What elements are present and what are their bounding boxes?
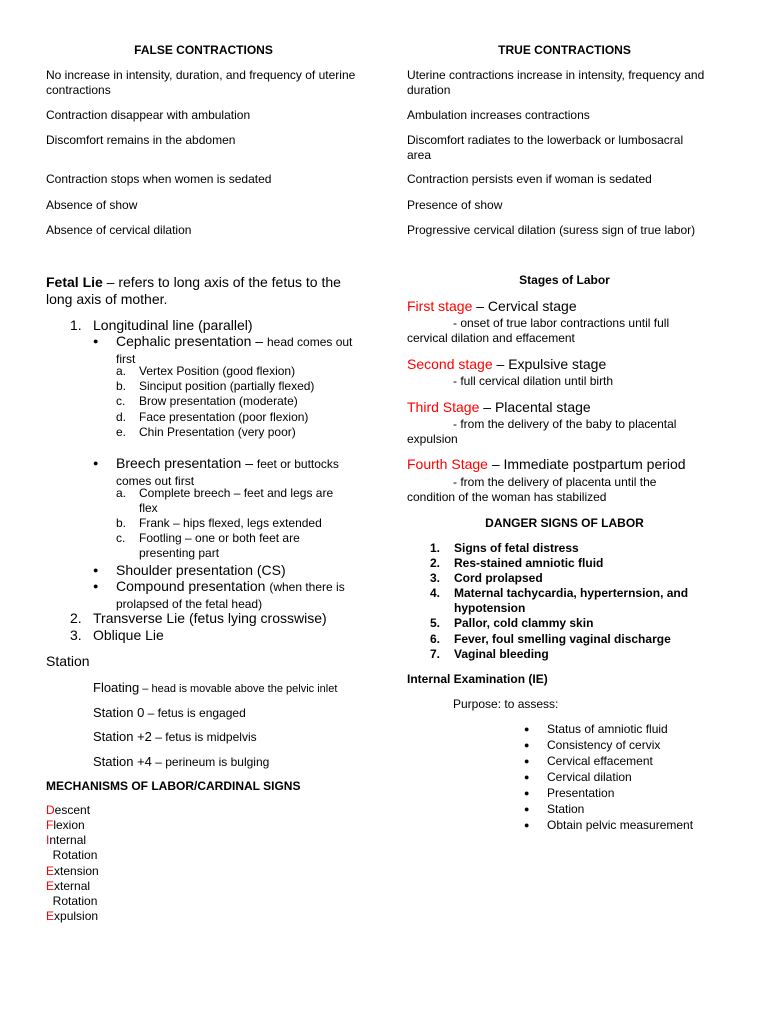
station-title: Station — [46, 653, 90, 669]
ie-item: Presentation — [547, 786, 615, 800]
ie-item: Station — [547, 802, 585, 816]
compound-presentation — [116, 578, 361, 612]
stage-desc: - from the delivery of placenta until the — [453, 475, 657, 489]
mechanism-item — [46, 833, 86, 848]
transverse-lie-number: 2. — [70, 610, 82, 626]
bullet-icon: ● — [524, 804, 530, 814]
mechanism-initial: E — [46, 864, 55, 878]
mechanism-item — [46, 848, 97, 863]
true-item: Discomfort radiates to the lowerback or lumbosacral area — [407, 133, 684, 162]
false-item: Discomfort remains in the abdomen — [46, 133, 236, 147]
station-label: Floating — [93, 680, 140, 695]
danger-item: Signs of fetal distress — [454, 541, 579, 555]
mechanism-rest: escent — [54, 803, 91, 817]
stage-desc: - full cervical dilation until birth — [453, 374, 614, 388]
fetal-lie-term: Fetal Lie — [46, 274, 103, 290]
bullet-icon: ● — [93, 458, 99, 468]
danger-number: 1. — [430, 541, 441, 555]
false-item: Contraction disappear with ambulation — [46, 108, 251, 122]
mechanism-rest: xtension — [54, 864, 99, 878]
bullet-icon: ● — [93, 565, 99, 575]
mechanism-rest: xpulsion — [54, 909, 99, 923]
stage-desc: - onset of true labor contractions until full — [453, 316, 670, 330]
internal-exam-title: Internal Examination (IE) — [407, 672, 548, 686]
cephalic-letter: c. — [116, 394, 126, 408]
station-desc: – perineum is bulging — [151, 755, 270, 769]
bullet-icon: ● — [524, 820, 530, 830]
bullet-icon: ● — [524, 756, 530, 766]
mechanism-rest: Rotation — [46, 848, 98, 862]
mechanism-initial: E — [46, 909, 55, 923]
mechanism-initial: F — [46, 818, 54, 832]
ie-item: Obtain pelvic measurement — [547, 818, 694, 832]
cephalic-item: Face presentation (poor flexion) — [139, 410, 309, 424]
cephalic-note: head comes out first — [116, 335, 353, 366]
fetal-lie-definition — [46, 274, 356, 307]
true-item: Ambulation increases contractions — [407, 108, 590, 122]
true-contractions-title: TRUE CONTRACTIONS — [498, 43, 631, 57]
shoulder-presentation: Shoulder presentation (CS) — [116, 562, 286, 578]
breech-letter: c. — [116, 531, 126, 545]
bullet-icon: ● — [524, 740, 530, 750]
mechanism-item — [46, 864, 99, 879]
bullet-icon: ● — [524, 724, 530, 734]
danger-number: 7. — [430, 647, 441, 661]
stage-name: Second stage — [407, 356, 493, 372]
station-item — [93, 680, 337, 697]
cephalic-item: Vertex Position (good flexion) — [139, 364, 296, 378]
cephalic-letter: a. — [116, 364, 127, 378]
false-item: No increase in intensity, duration, and frequency of uterine contractions — [46, 68, 356, 97]
cephalic-item: Sinciput position (partially flexed) — [139, 379, 315, 393]
cephalic-label: Cephalic presentation – — [116, 333, 267, 349]
oblique-lie-number: 3. — [70, 627, 82, 643]
breech-item: Complete breech – feet and legs are flex — [139, 486, 334, 515]
stage-label: – Immediate postpartum period — [487, 456, 686, 472]
bullet-icon: ● — [524, 772, 530, 782]
bullet-icon: ● — [524, 788, 530, 798]
cephalic-item: Chin Presentation (very poor) — [139, 425, 296, 439]
danger-number: 4. — [430, 586, 441, 600]
mechanism-rest: nternal — [49, 833, 87, 847]
false-contractions-title: FALSE CONTRACTIONS — [134, 43, 273, 57]
danger-signs-title: DANGER SIGNS OF LABOR — [485, 516, 644, 530]
breech-label: Breech presentation – — [116, 455, 257, 471]
stage-name: First stage — [407, 298, 473, 314]
false-item: Absence of show — [46, 198, 138, 212]
mechanism-item — [46, 803, 90, 818]
breech-presentation — [116, 455, 356, 489]
mechanism-item — [46, 818, 85, 833]
danger-number: 5. — [430, 616, 441, 630]
ie-item: Cervical dilation — [547, 770, 632, 784]
danger-item: Res-stained amniotic fluid — [454, 556, 604, 570]
longitudinal-lie-label: Longitudinal line (parallel) — [93, 317, 253, 333]
longitudinal-lie-number: 1. — [70, 317, 82, 333]
bullet-icon: ● — [93, 581, 99, 591]
ie-item: Consistency of cervix — [547, 738, 661, 752]
danger-item: Fever, foul smelling vaginal discharge — [454, 632, 671, 646]
stage-label: – Placental stage — [479, 399, 591, 415]
mechanism-item — [46, 909, 98, 924]
breech-item: Frank – hips flexed, legs extended — [139, 516, 322, 530]
stage-desc: - from the delivery of the baby to placental — [453, 417, 677, 431]
breech-letter: a. — [116, 486, 127, 500]
mechanisms-title: MECHANISMS OF LABOR/CARDINAL SIGNS — [46, 779, 301, 793]
stage-heading — [407, 456, 686, 472]
station-label: Station +4 — [93, 754, 152, 769]
danger-item: Maternal tachycardia, hyperternsion, and hypotension — [454, 586, 689, 615]
false-item: Contraction stops when women is sedated — [46, 172, 272, 186]
ie-item: Status of amniotic fluid — [547, 722, 668, 736]
breech-item: Footling – one or both feet are presenting part — [139, 531, 300, 560]
stage-desc: condition of the woman has stabilized — [407, 490, 607, 504]
stage-heading — [407, 356, 606, 372]
true-item: Uterine contractions increase in intensity, frequency and duration — [407, 68, 705, 97]
cephalic-letter: e. — [116, 425, 127, 439]
breech-note: feet or buttocks comes out first — [116, 457, 339, 488]
danger-item: Vaginal bleeding — [454, 647, 549, 661]
bullet-icon: ● — [93, 336, 99, 346]
station-desc: – fetus is engaged — [144, 706, 246, 720]
breech-letter: b. — [116, 516, 127, 530]
stage-label: – Expulsive stage — [492, 356, 607, 372]
mechanism-item — [46, 879, 90, 894]
true-item: Presence of show — [407, 198, 503, 212]
danger-item: Pallor, cold clammy skin — [454, 616, 594, 630]
cephalic-item: Brow presentation (moderate) — [139, 394, 298, 408]
mechanism-rest: xternal — [54, 879, 91, 893]
station-desc: – head is movable above the pelvic inlet — [139, 683, 338, 695]
compound-note: (when there is prolapsed of the fetal head) — [116, 580, 345, 611]
stage-desc: cervical dilation and effacement — [407, 331, 575, 345]
mechanism-initial: D — [46, 803, 55, 817]
transverse-lie-label: Transverse Lie (fetus lying crosswise) — [93, 610, 327, 626]
fetal-lie-definition-text: – refers to long axis of the fetus to the long axis of mother. — [46, 274, 341, 307]
station-item — [93, 729, 257, 745]
mechanism-item — [46, 894, 97, 909]
stage-name: Fourth Stage — [407, 456, 488, 472]
ie-item: Cervical effacement — [547, 754, 653, 768]
stage-label: – Cervical stage — [472, 298, 577, 314]
cephalic-presentation — [116, 333, 356, 367]
true-item: Contraction persists even if woman is sedated — [407, 172, 652, 186]
stage-heading — [407, 298, 577, 314]
mechanism-rest: lexion — [53, 818, 85, 832]
cephalic-letter: b. — [116, 379, 127, 393]
stage-desc: expulsion — [407, 432, 458, 446]
station-item — [93, 754, 269, 770]
cephalic-letter: d. — [116, 410, 127, 424]
danger-item: Cord prolapsed — [454, 571, 543, 585]
compound-label: Compound presentation — [116, 578, 270, 594]
false-item: Absence of cervical dilation — [46, 223, 192, 237]
station-label: Station 0 — [93, 705, 145, 720]
oblique-lie-label: Oblique Lie — [93, 627, 164, 643]
true-item: Progressive cervical dilation (suress sign of true labor) — [407, 223, 696, 237]
danger-number: 6. — [430, 632, 441, 646]
station-label: Station +2 — [93, 729, 152, 744]
internal-exam-purpose: Purpose: to assess: — [453, 697, 559, 711]
station-item — [93, 705, 246, 721]
danger-number: 2. — [430, 556, 441, 570]
mechanism-initial: E — [46, 879, 55, 893]
stage-heading — [407, 399, 591, 415]
stage-name: Third Stage — [407, 399, 480, 415]
mechanism-rest: Rotation — [46, 894, 98, 908]
stages-title: Stages of Labor — [519, 273, 610, 287]
danger-number: 3. — [430, 571, 441, 585]
mechanism-initial: I — [46, 833, 50, 847]
station-desc: – fetus is midpelvis — [151, 730, 257, 744]
